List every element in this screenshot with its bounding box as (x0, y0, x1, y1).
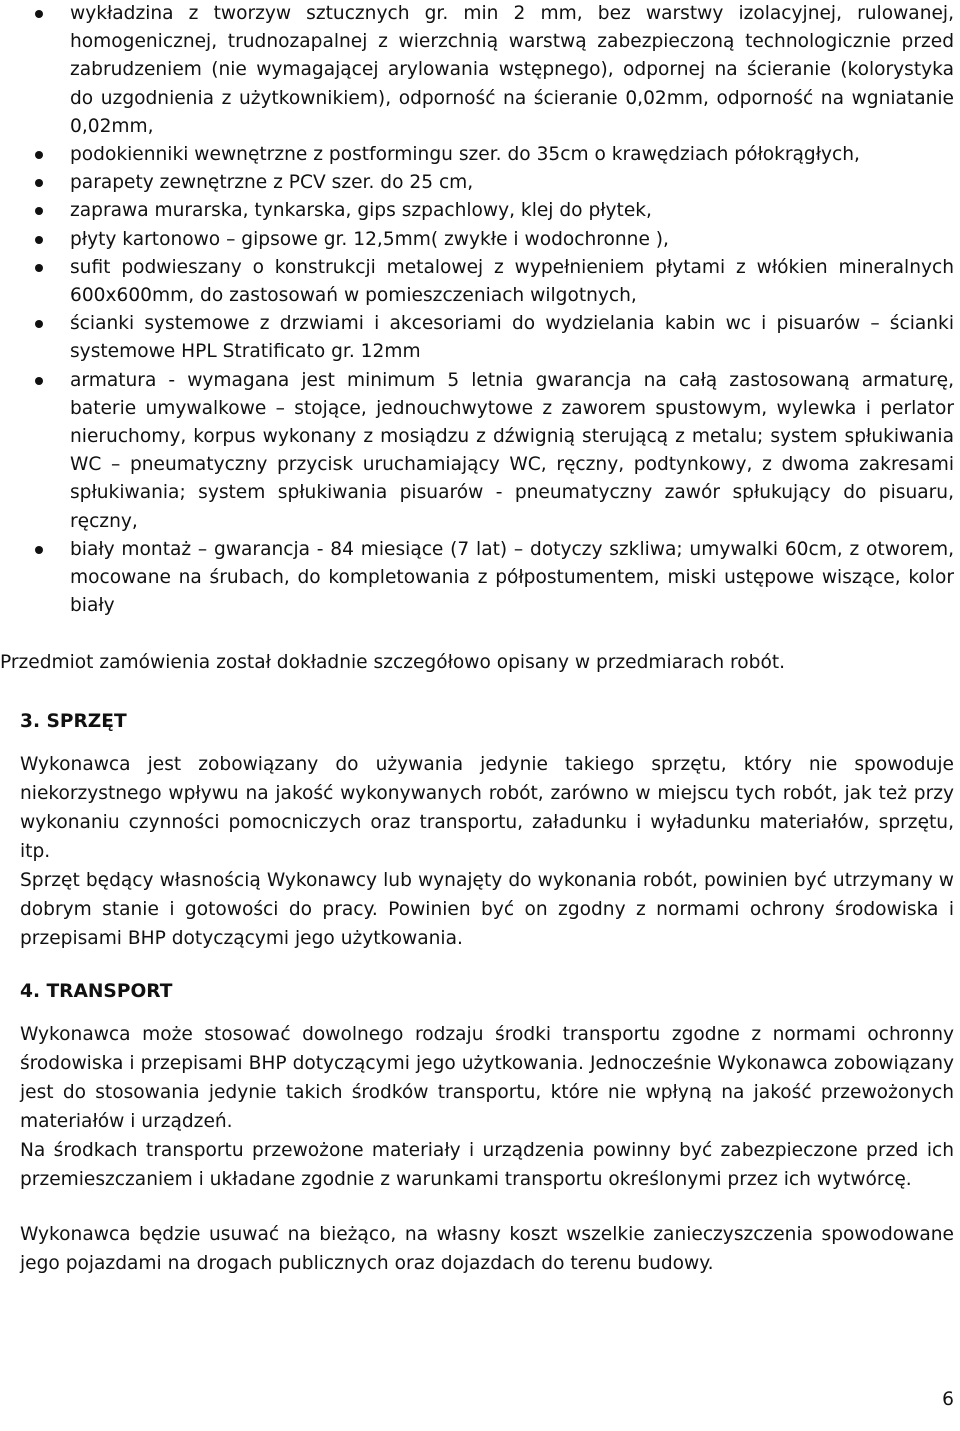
equipment-paragraph-2: Sprzęt będący własnością Wykonawcy lub wynajęty do wykonania robót, powinien być utrzymany w dobrym stanie i gotowości do pracy. Powinien być on zgodny z normami ochrony środowiska i przepisami BHP dotyczącymi jego użytkowania. (20, 870, 954, 949)
list-item: zaprawa murarska, tynkarska, gips szpachlowy, klej do płytek, (0, 197, 960, 225)
section-heading-transport: 4. TRANSPORT (20, 981, 173, 1002)
list-item: parapety zewnętrzne z PCV szer. do 25 cm, (0, 169, 960, 197)
transport-paragraph-2: Na środkach transportu przewożone materiały i urządzenia powinny być zabezpieczone przed ich przemieszczaniem i układane zgodnie z warunkami transportu określonymi przez ich wytwórcę. (20, 1140, 954, 1190)
section-heading-equipment: 3. SPRZĘT (20, 711, 127, 732)
list-item: armatura - wymagana jest minimum 5 letnia gwarancja na całą zastosowaną armaturę, baterie umywalkowe – stojące, jednouchwytowe z zaworem spustowym, wylewka i perlator nieruchomy, korpus wykonany z mosiądzu z dźwignią sterującą z metalu; system spłukiwania WC – pneumatyczny przycisk uruchamiający WC, ręczny, podtynkowy, z dwoma zakresami spłukiwania; system spłukiwania pisuarów - pneumatyczny zawór spłukujący do pisuaru, ręczny, (0, 367, 960, 536)
material-list (0, 0, 960, 620)
summary-paragraph: Przedmiot zamówienia został dokładnie szczegółowo opisany w przedmiarach robót. (0, 652, 786, 673)
transport-paragraph-1: Wykonawca może stosować dowolnego rodzaju środki transportu zgodne z normami ochronny środowiska i przepisami BHP dotyczącymi jego użytkowania. Jednocześnie Wykonawca zobowiązany jest do stosowania jedynie takich środków transportu, które nie wpłyną na jakość przewożonych materiałów i urządzeń. (20, 1024, 954, 1132)
page-number: 6 (942, 1389, 954, 1410)
list-item: wykładzina z tworzyw sztucznych gr. min 2 mm, bez warstwy izolacyjnej, rulowanej, homogenicznej, trudnozapalnej z wierzchnią warstwą zabezpieczoną technologicznie przed zabrudzeniem (nie wymagającej arylowania wstępnego), odpornej na ścieranie (kolorystyka do uzgodnienia z użytkownikiem), odporność na ścieranie 0,02mm, odporność na wgniatanie 0,02mm, (0, 0, 960, 141)
list-item: ścianki systemowe z drzwiami i akcesoriami do wydzielania kabin wc i pisuarów – ścianki systemowe HPL Stratificato gr. 12mm (0, 310, 960, 366)
list-item: podokienniki wewnętrzne z postformingu szer. do 35cm o krawędziach półokrągłych, (0, 141, 960, 169)
transport-paragraph-3: Wykonawca będzie usuwać na bieżąco, na własny koszt wszelkie zanieczyszczenia spowodowane jego pojazdami na drogach publicznych oraz dojazdach do terenu budowy. (20, 1224, 954, 1274)
list-item: biały montaż – gwarancja - 84 miesiące (7 lat) – dotyczy szkliwa; umywalki 60cm, z otworem, mocowane na śrubach, do kompletowania z półpostumentem, miski ustępowe wiszące, kolor biały (0, 536, 960, 621)
equipment-paragraph-1: Wykonawca jest zobowiązany do używania jedynie takiego sprzętu, który nie spowoduje niekorzystnego wpływu na jakość wykonywanych robót, zarówno w miejscu tych robót, jak też przy wykonaniu czynności pomocniczych oraz transportu, załadunku i wyładunku materiałów, sprzętu, itp. (20, 754, 954, 862)
list-item: płyty kartonowo – gipsowe gr. 12,5mm( zwykłe i wodochronne ), (0, 226, 960, 254)
list-item: sufit podwieszany o konstrukcji metalowej z wypełnieniem płytami z włókien mineralnych 600x600mm, do zastosowań w pomieszczeniach wilgotnych, (0, 254, 960, 310)
